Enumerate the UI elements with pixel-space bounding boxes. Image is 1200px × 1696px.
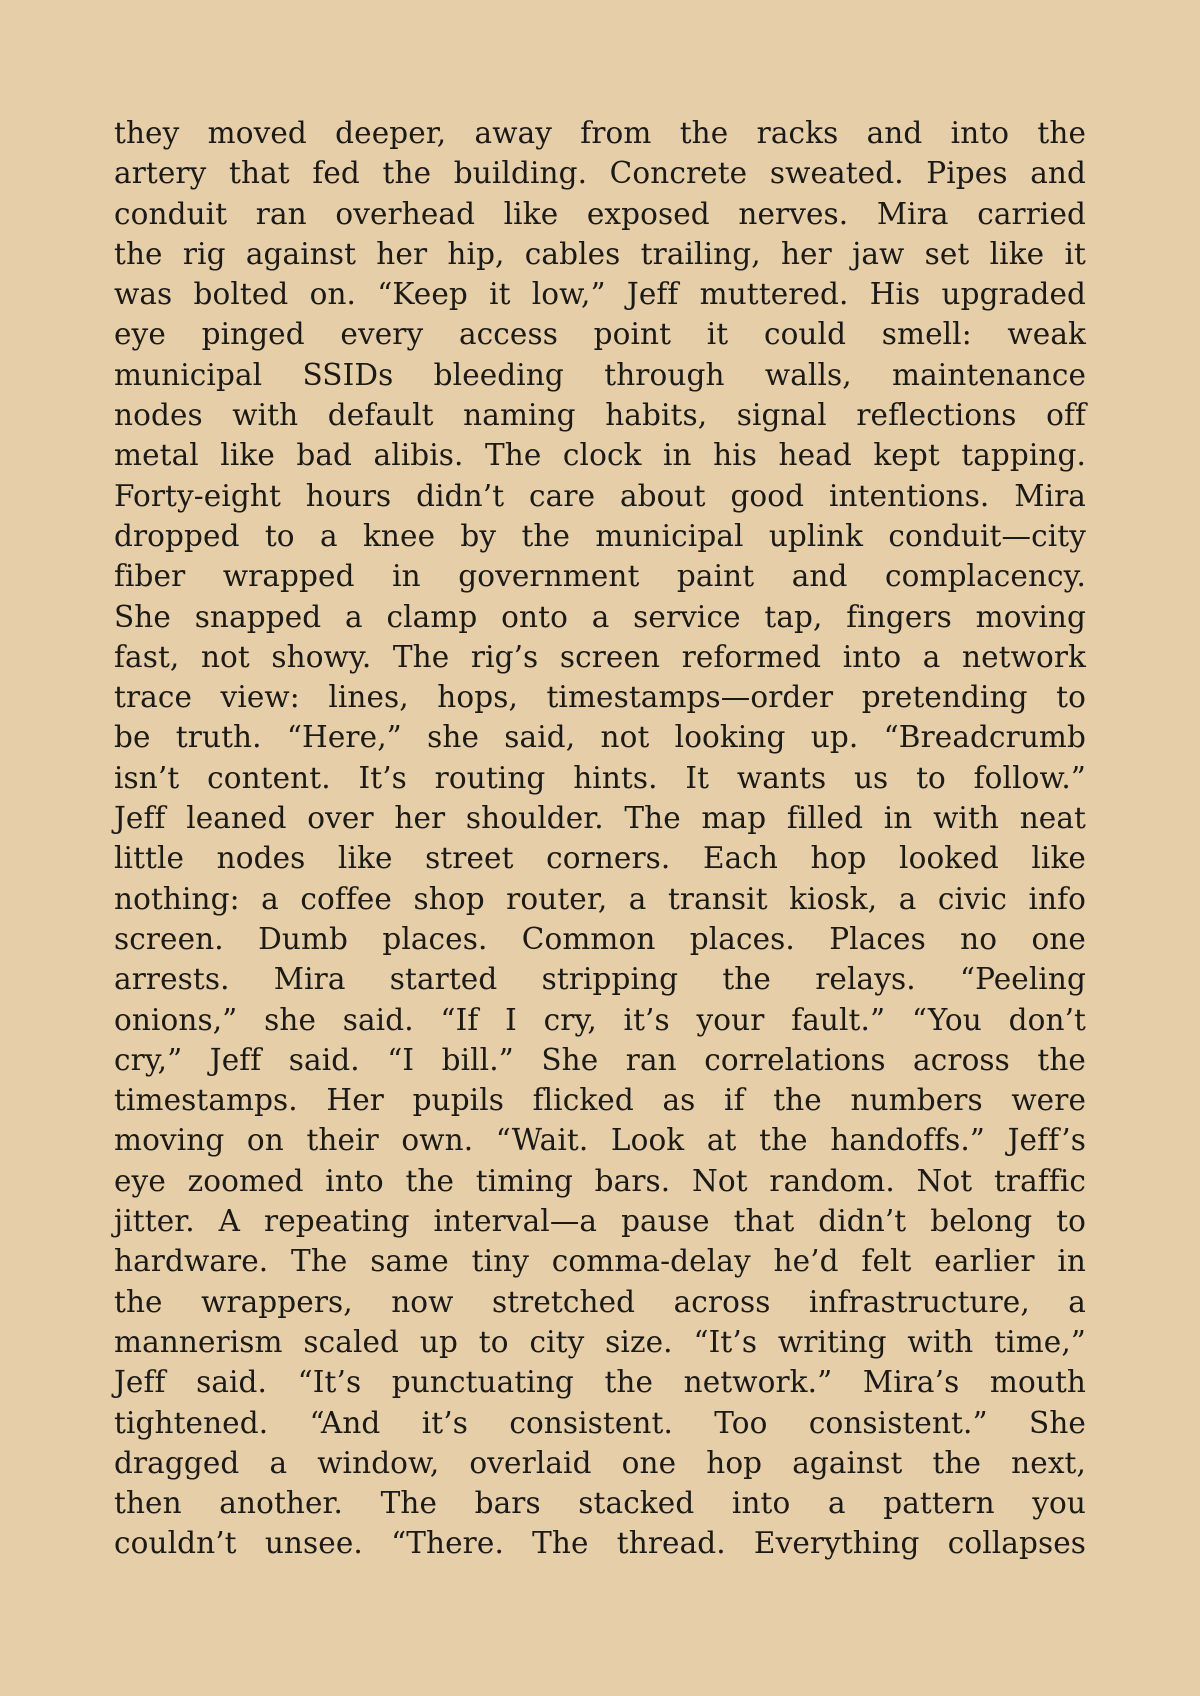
text-line: dragged a window, overlaid one hop against the next, xyxy=(114,1445,1086,1480)
text-line: Forty-eight hours didn’t care about good intentions. Mira xyxy=(114,478,1086,513)
text-line: moving on their own. “Wait. Look at the handoffs.” Jeff’s xyxy=(114,1123,1086,1158)
text-line: cry,” Jeff said. “I bill.” She ran correlations across the xyxy=(114,1042,1086,1077)
text-line: She snapped a clamp onto a service tap, fingers moving xyxy=(114,599,1086,634)
text-line: Jeff leaned over her shoulder. The map filled in with neat xyxy=(114,801,1086,836)
text-line: dropped to a knee by the municipal uplink conduit—city xyxy=(114,518,1086,553)
text-line: fiber wrapped in government paint and complacency. xyxy=(114,559,1086,594)
text-line: metal like bad alibis. The clock in his head kept tapping. xyxy=(114,438,1086,473)
text-line: nodes with default naming habits, signal reflections off xyxy=(114,398,1086,433)
text-line: municipal SSIDs bleeding through walls, maintenance xyxy=(114,357,1086,392)
text-line: jitter. A repeating interval—a pause that didn’t belong to xyxy=(114,1204,1086,1239)
text-line: mannerism scaled up to city size. “It’s writing with time,” xyxy=(114,1324,1086,1359)
text-line: couldn’t unsee. “There. The thread. Everything collapses xyxy=(114,1526,1086,1561)
text-line: timestamps. Her pupils flicked as if the numbers were xyxy=(114,1083,1086,1118)
text-line: the rig against her hip, cables trailing, her jaw set like it xyxy=(114,236,1086,271)
text-line: artery that fed the building. Concrete sweated. Pipes and xyxy=(114,156,1086,191)
text-line: tightened. “And it’s consistent. Too consistent.” She xyxy=(114,1405,1086,1440)
text-line: screen. Dumb places. Common places. Places no one xyxy=(114,921,1086,956)
text-line: eye zoomed into the timing bars. Not random. Not traffic xyxy=(114,1163,1086,1198)
text-line: isn’t content. It’s routing hints. It wants us to follow.” xyxy=(114,760,1086,795)
text-line: then another. The bars stacked into a pattern you xyxy=(114,1486,1086,1521)
text-line: was bolted on. “Keep it low,” Jeff muttered. His upgraded xyxy=(114,277,1086,312)
text-line: the wrappers, now stretched across infrastructure, a xyxy=(114,1284,1086,1319)
text-line: nothing: a coffee shop router, a transit kiosk, a civic info xyxy=(114,881,1086,916)
text-line: onions,” she said. “If I cry, it’s your fault.” “You don’t xyxy=(114,1002,1086,1037)
text-line: conduit ran overhead like exposed nerves. Mira carried xyxy=(114,196,1086,231)
text-line: arrests. Mira started stripping the relays. “Peeling xyxy=(114,962,1086,997)
text-line: they moved deeper, away from the racks and into the xyxy=(114,116,1086,150)
text-line: Jeff said. “It’s punctuating the network.” Mira’s mouth xyxy=(114,1365,1086,1400)
text-line: little nodes like street corners. Each hop looked like xyxy=(114,841,1086,876)
text-line: fast, not showy. The rig’s screen reformed into a network xyxy=(114,639,1086,674)
body-text xyxy=(114,113,1086,1564)
text-line: trace view: lines, hops, timestamps—order pretending to xyxy=(114,680,1086,715)
text-line: eye pinged every access point it could smell: weak xyxy=(114,317,1086,352)
text-line: be truth. “Here,” she said, not looking up. “Breadcrumb xyxy=(114,720,1086,755)
text-line: hardware. The same tiny comma-delay he’d felt earlier in xyxy=(114,1244,1086,1279)
